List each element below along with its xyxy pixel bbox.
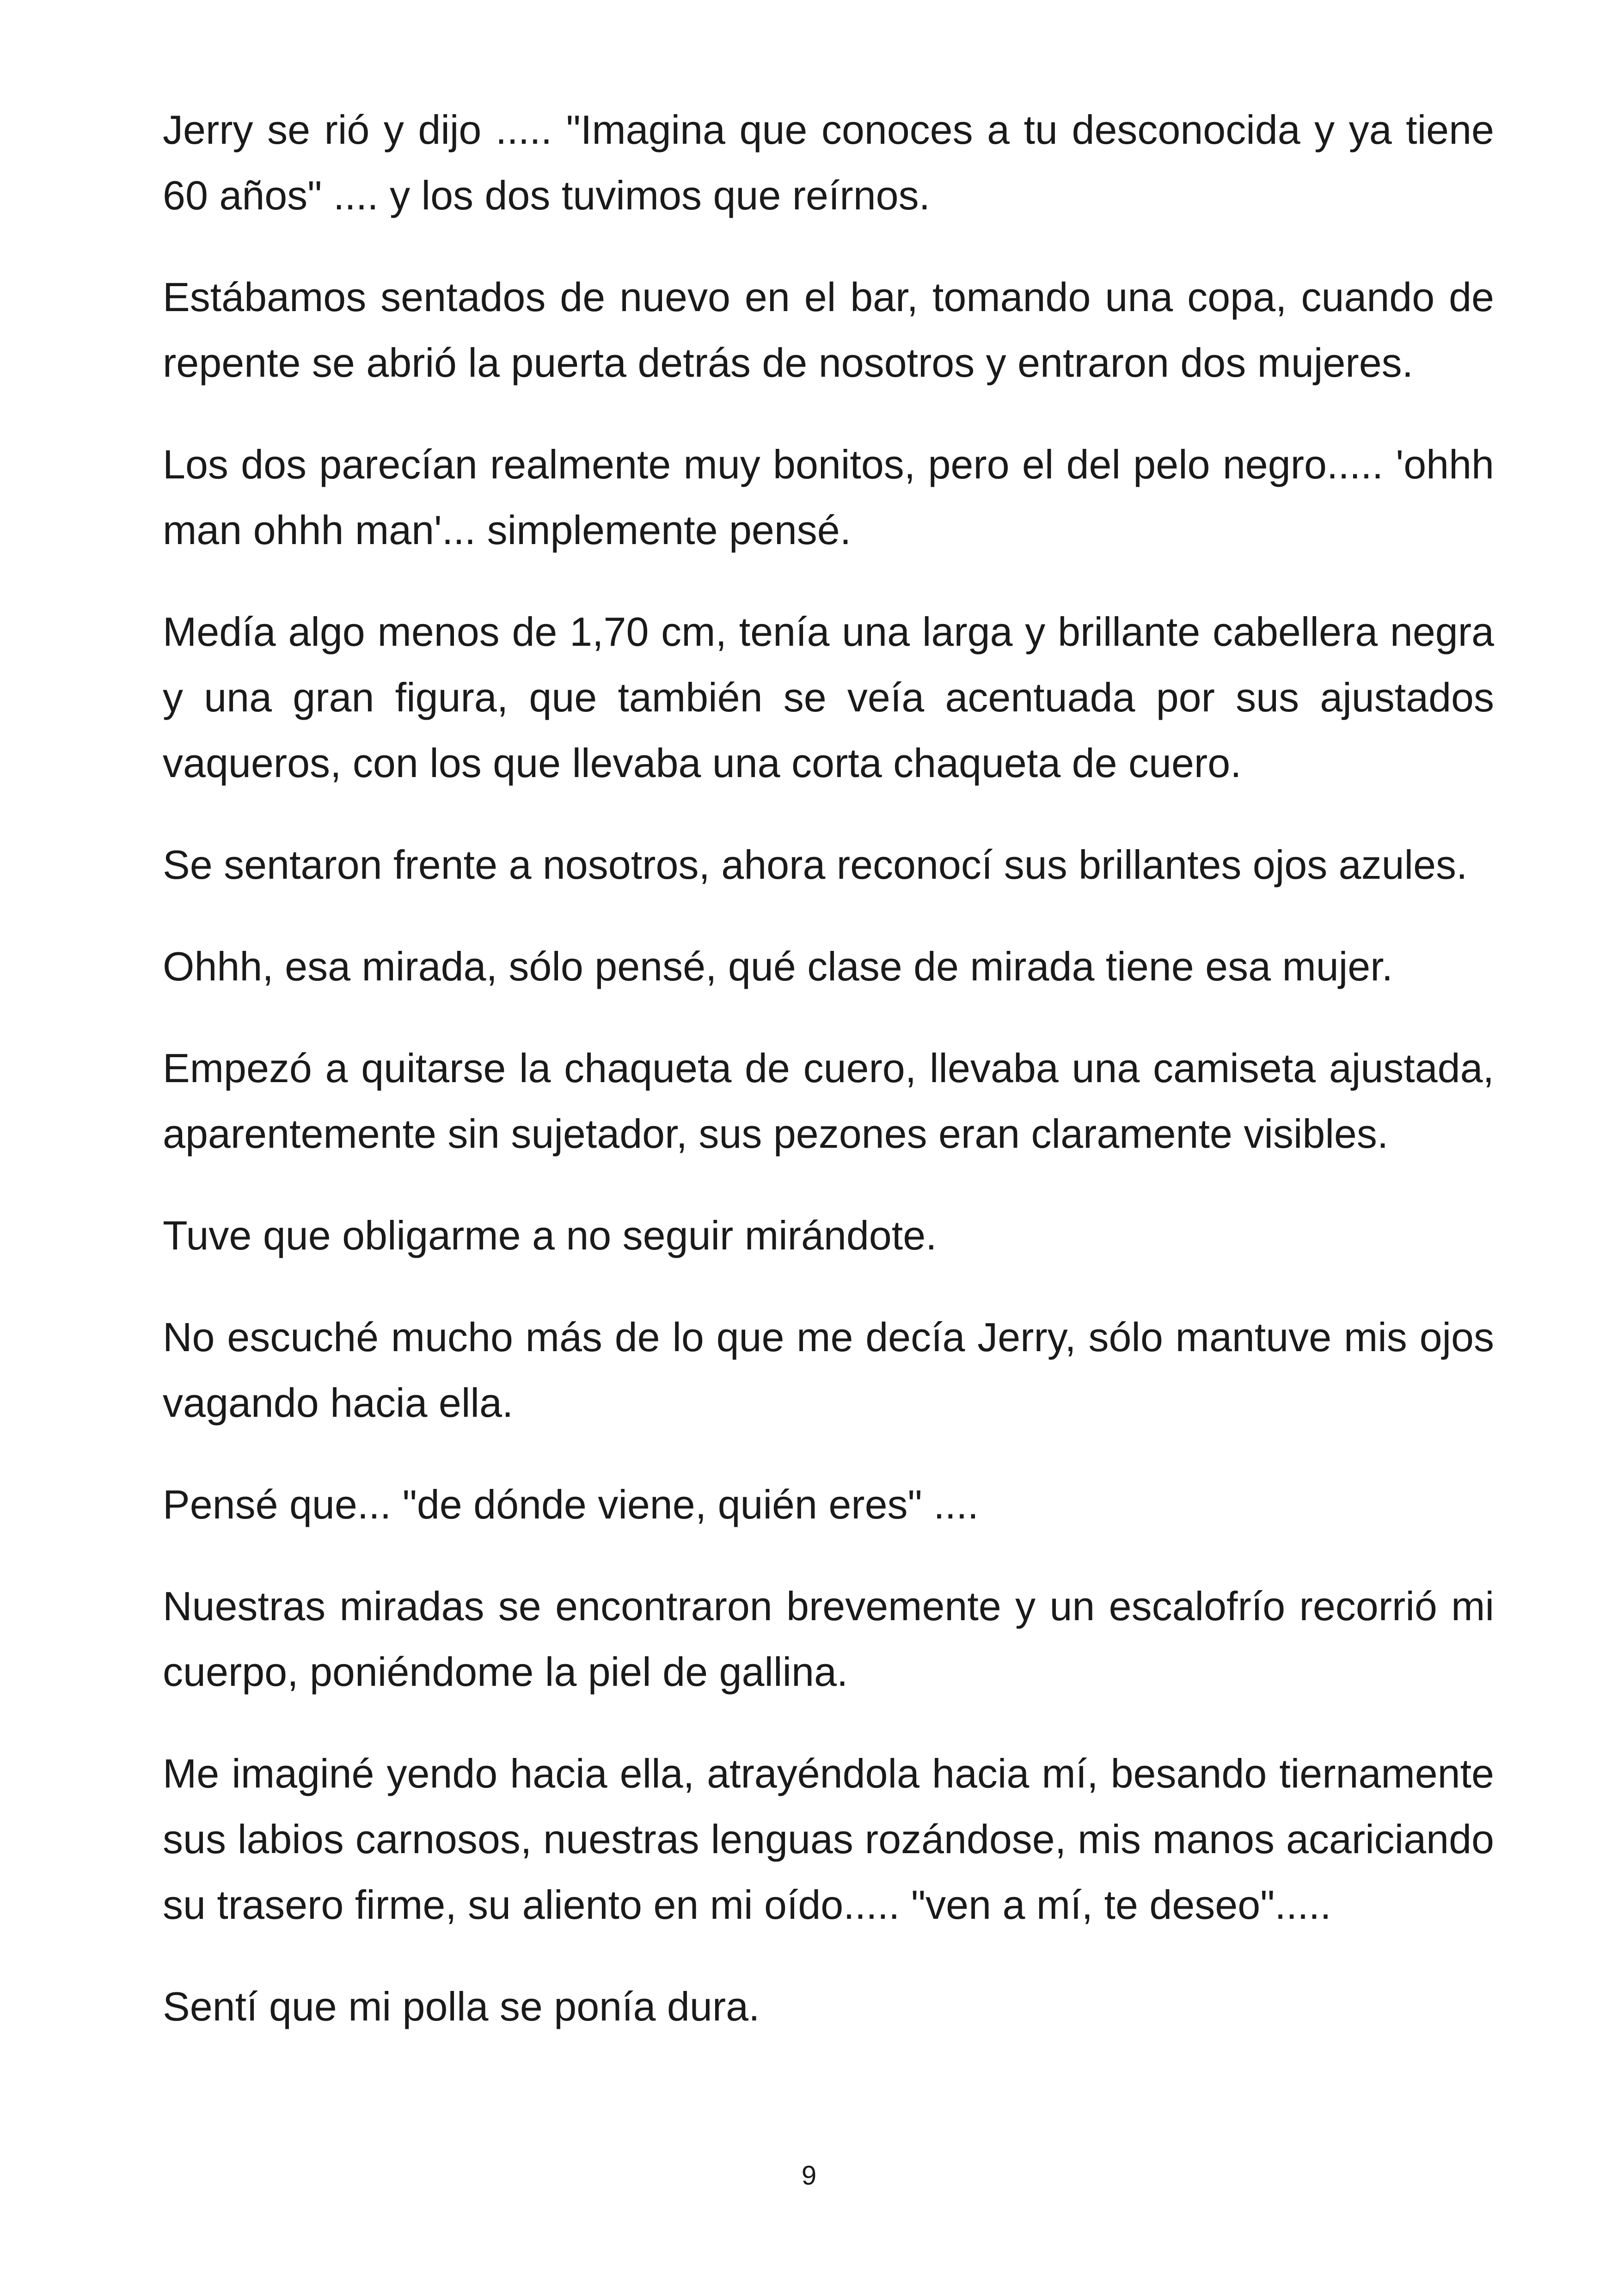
page-number: 9 [801, 2161, 817, 2191]
paragraph: No escuché mucho más de lo que me decía Jerry, sólo mantuve mis ojos vagando hacia ella. [163, 1314, 1494, 1426]
paragraph: Tuve que obligarme a no seguir mirándote. [163, 1212, 937, 1258]
paragraph: Ohhh, esa mirada, sólo pensé, qué clase de mirada tiene esa mujer. [163, 943, 1393, 989]
paragraph: Nuestras miradas se encontraron brevemente y un escalofrío recorrió mi cuerpo, poniéndome la piel de gallina. [163, 1583, 1494, 1695]
paragraph: Jerry se rió y dijo ..... "Imagina que conoces a tu desconocida y ya tiene 60 años" .... y los dos tuvimos que reírnos. [163, 107, 1494, 218]
paragraph: Estábamos sentados de nuevo en el bar, tomando una copa, cuando de repente se abrió la puerta detrás de nosotros y entraron dos mujeres. [163, 274, 1494, 386]
paragraph: Los dos parecían realmente muy bonitos, pero el del pelo negro..... 'ohhh man ohhh man'... simplemente pensé. [163, 441, 1494, 553]
paragraph: Empezó a quitarse la chaqueta de cuero, llevaba una camiseta ajustada, aparentemente sin sujetador, sus pezones eran claramente visibles. [163, 1045, 1494, 1157]
paragraph: Medía algo menos de 1,70 cm, tenía una larga y brillante cabellera negra y una gran figura, que también se veía acentuada por sus ajustados vaqueros, con los que llevaba una corta chaqueta de cuero. [163, 609, 1494, 786]
paragraph: Me imaginé yendo hacia ella, atrayéndola hacia mí, besando tiernamente sus labios carnosos, nuestras lenguas rozándose, mis manos acariciando su trasero firme, su aliento en mi oído..... "ven a mí, te deseo"..... [163, 1751, 1494, 1928]
paragraph: Pensé que... "de dónde viene, quién eres" .... [163, 1482, 979, 1527]
body-text [163, 97, 1494, 2076]
paragraph: Se sentaron frente a nosotros, ahora reconocí sus brillantes ojos azules. [163, 842, 1468, 888]
paragraph: Sentí que mi polla se ponía dura. [163, 1984, 760, 2029]
